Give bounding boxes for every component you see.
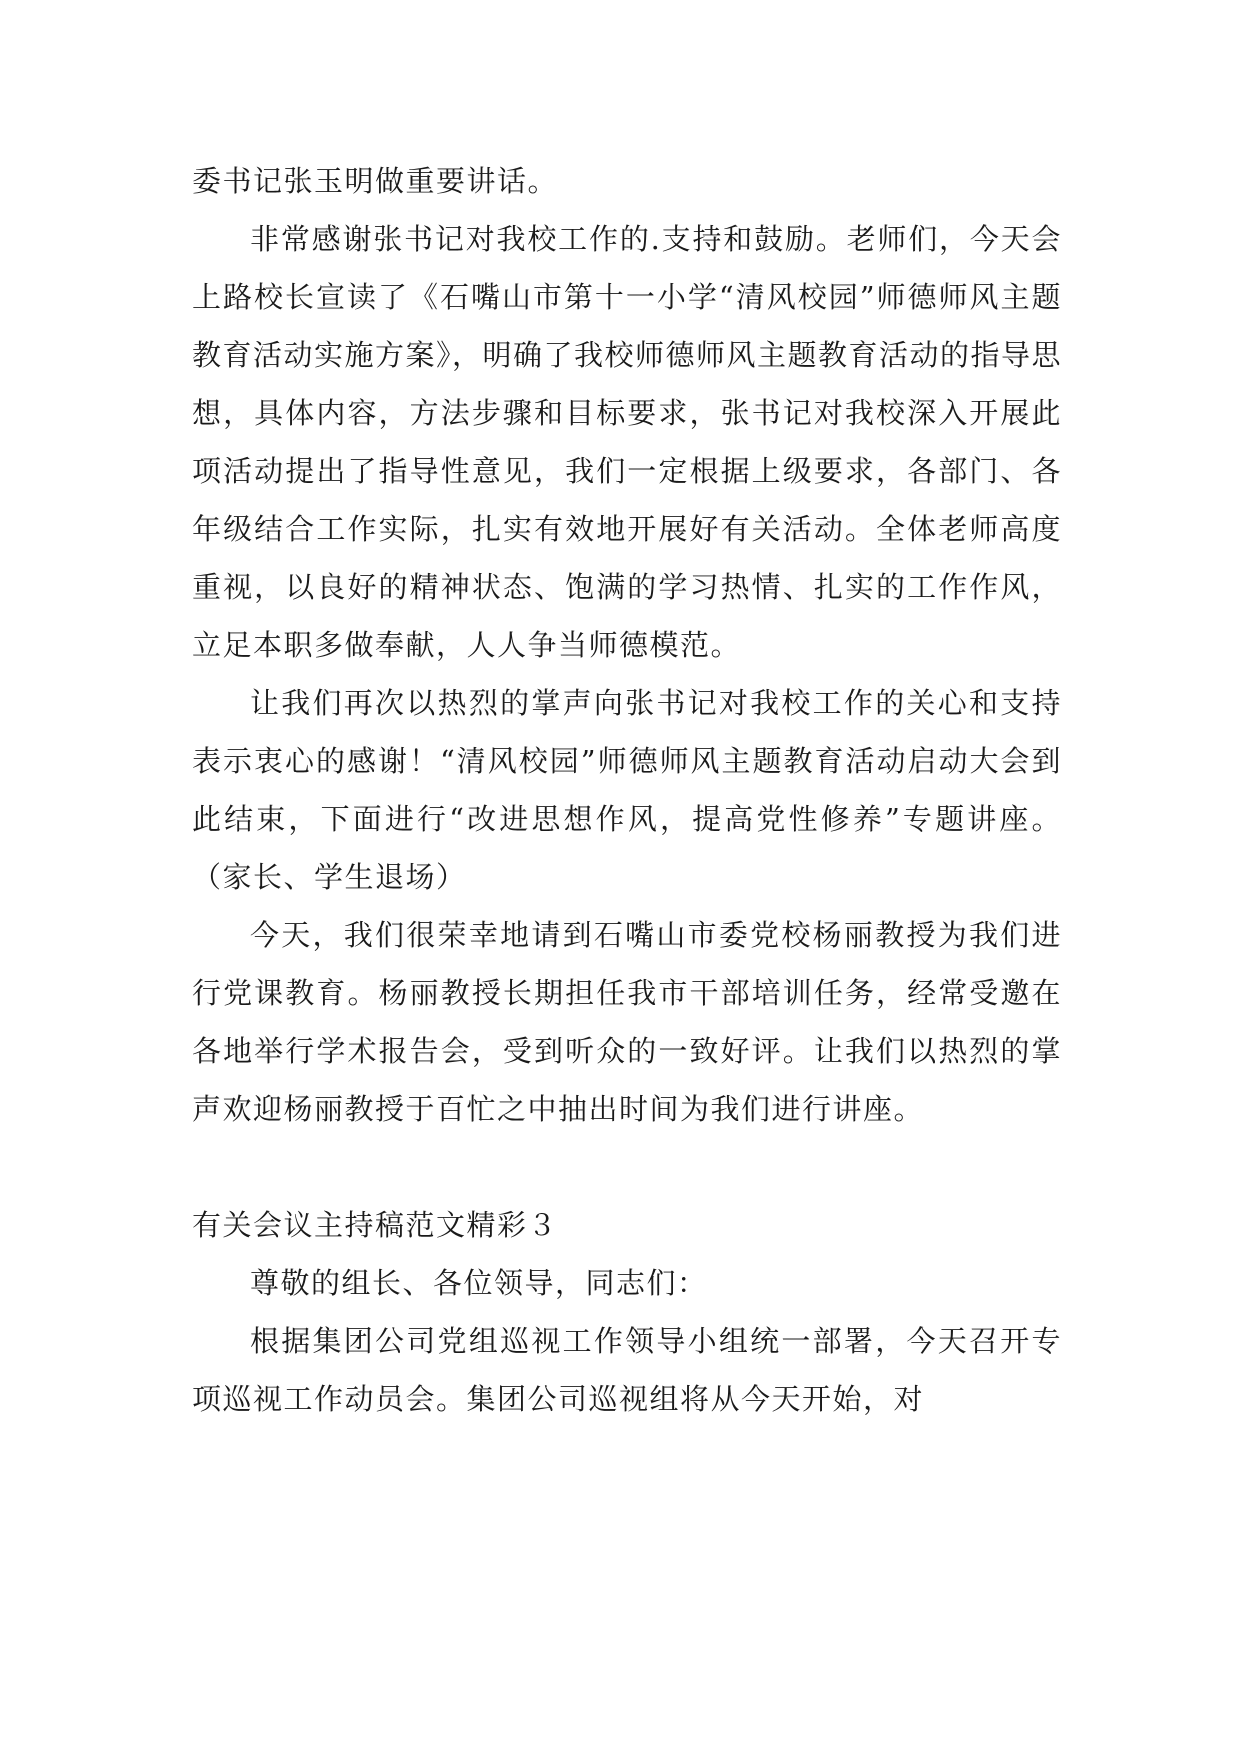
paragraph-continuation: 委书记张玉明做重要讲话。 [192,164,559,198]
paragraph-inspection: 根据集团公司党组巡视工作领导小组统一部署，今天召开专项巡视工作动员会。集团公司巡视组将从今天开始，对 [192,1324,1062,1416]
paragraph-thanks: 非常感谢张书记对我校工作的.支持和鼓励。老师们，今天会上路校长宣读了《石嘴山市第十一小学“清风校园”师德师风主题教育活动实施方案》，明确了我校师德师风主题教育活动的指导思想，具体内容，方法步骤和目标要求，张书记对我校深入开展此项活动提出了指导性意见，我们一定根据上级要求，各部门、各年级结合工作实际，扎实有效地开展好有关活动。全体老师高度重视，以良好的精神状态、饱满的学习热情、扎实的工作作风，立足本职多做奉献，人人争当师德模范。 [192,222,1063,662]
paragraph-applause: 让我们再次以热烈的掌声向张书记对我校工作的关心和支持表示衷心的感谢！“清风校园”师德师风主题教育活动启动大会到此结束，下面进行“改进思想作风，提高党性修养”专题讲座。（家长、学生退场） [192,686,1062,894]
paragraph-lecture-intro: 今天，我们很荣幸地请到石嘴山市委党校杨丽教授为我们进行党课教育。杨丽教授长期担任我市干部培训任务，经常受邀在各地举行学术报告会，受到听众的一致好评。让我们以热烈的掌声欢迎杨丽教授于百忙之中抽出时间为我们进行讲座。 [192,918,1062,1126]
paragraph-salutation: 尊敬的组长、各位领导，同志们： [250,1266,708,1300]
document-body [192,152,1062,1428]
section-heading: 有关会议主持稿范文精彩３ [192,1208,559,1242]
